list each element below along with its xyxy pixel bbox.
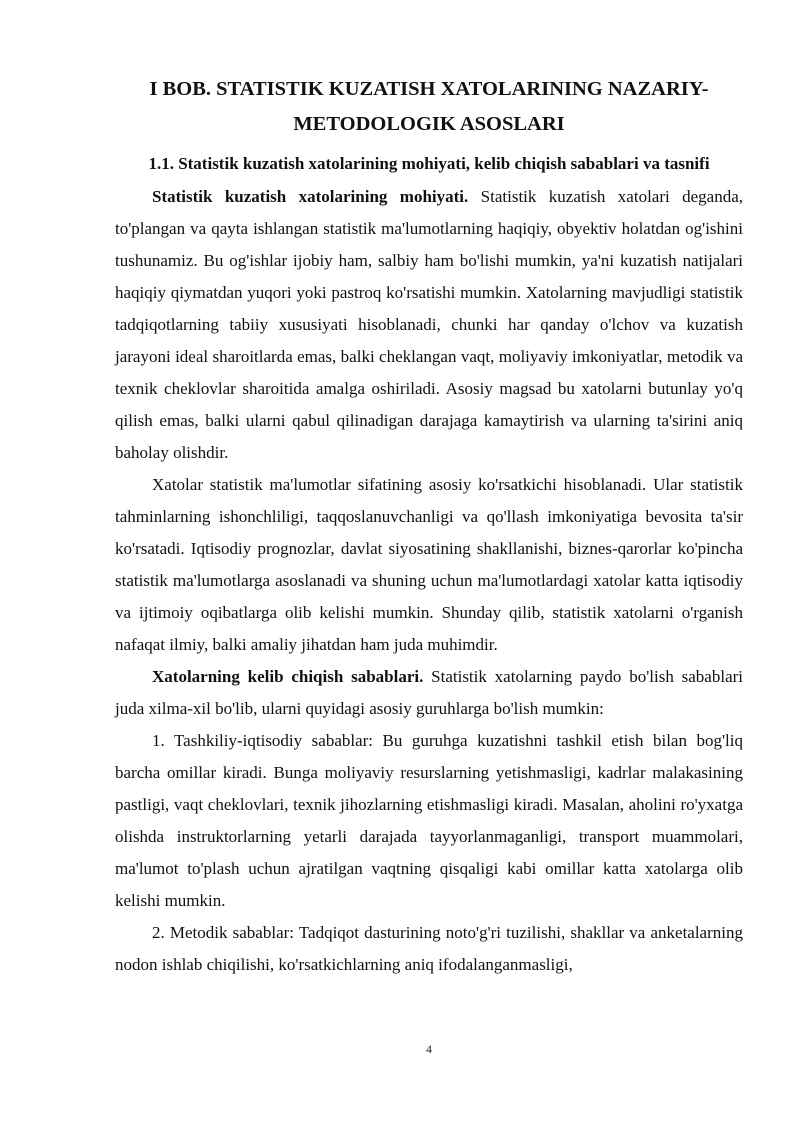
paragraph [115,469,743,661]
chapter-title: I BOB. STATISTIK KUZATISH XATOLARINING NAZARIY-METODOLOGIK ASOSLARI [149,78,709,135]
paragraph [115,661,743,725]
paragraph-text: Statistik xatolarning paydo bo'lish sabablari juda xilma-xil bo'lib, ularni quyidagi asosiy guruhlarga bo'lish mumkin: [115,667,743,718]
paragraph-text: Statistik kuzatish xatolari deganda, to'plangan va qayta ishlangan statistik ma'lumotlarning haqiqiy, obyektiv holatdan og'ishini tushunamiz. Bu og'ishlar ijobiy ham, salbiy ham bo'lishi mumkin, ya'ni kuzatish natijalari haqiqiy qiymatdan yuqori yoki pastroq ko'rsatishi mumkin. Xatolarning mavjudligi statistik tadqiqotlarning tabiiy xususiyati hisoblanadi, chunki har qanday o'lchov va kuzatish jarayoni ideal sharoitlarda emas, balki cheklangan vaqt, moliyaviy imkoniyatlar, metodik va texnik cheklovlar sharoitida amalga oshiriladi. Asosiy magsad bu xatolarni butunlay yo'q qilish emas, balki ularni qabul qilinadigan darajaga kamaytirish va ularning ta'sirini aniq baholay olishdir. [115,187,743,462]
paragraph-lead: Xatolarning kelib chiqish sabablari. [152,667,424,686]
paragraph [115,917,743,981]
page-number: 4 [426,1042,432,1056]
document-page [115,0,743,1131]
paragraph [115,725,743,917]
paragraph-text: Xatolar statistik ma'lumotlar sifatining asosiy ko'rsatkichi hisoblanadi. Ular statistik tahminlarning ishonchliligi, taqqoslanuvchanligi va qo'llash imkoniyatiga bevosita ta'sir ko'rsatadi. Iqtisodiy prognozlar, davlat siyosatining shakllanishi, biznes-qarorlar ko'pincha statistik ma'lumotlarga asoslanadi va shuning uchun ma'lumotlardagi xatolar katta iqtisodiy va ijtimoiy oqibatlarga olib kelishi mumkin. Shunday qilib, statistik xatolarni o'rganish nafaqat ilmiy, balki amaliy jihatdan ham juda muhimdir. [115,475,743,654]
body-text [115,181,743,981]
paragraph-text: 1. Tashkiliy-iqtisodiy sabablar: Bu guruhga kuzatishni tashkil etish bilan bog'liq barcha omillar kiradi. Bunga moliyaviy resurslarning yetishmasligi, kadrlar malakasining pastligi, vaqt cheklovlari, texnik jihozlarning etishmasligi kiradi. Masalan, aholini ro'yxatga olishda instruktorlarning yetarli darajada tayyorlanmaganligi, transport muammolari, ma'lumot to'plash uchun ajratilgan vaqtning qisqaligi kabi omillar katta xatolarga olib kelishi mumkin. [115,731,743,910]
section-heading: 1.1. Statistik kuzatish xatolarining mohiyati, kelib chiqish sabablari va tasnifi [148,154,710,173]
paragraph [115,181,743,469]
paragraph-lead: Statistik kuzatish xatolarining mohiyati. [152,187,469,206]
paragraph-text: 2. Metodik sabablar: Tadqiqot dasturining noto'g'ri tuzilishi, shakllar va anketalarning nodon ishlab chiqilishi, ko'rsatkichlarning aniq ifodalanganmasligi, [115,923,743,974]
